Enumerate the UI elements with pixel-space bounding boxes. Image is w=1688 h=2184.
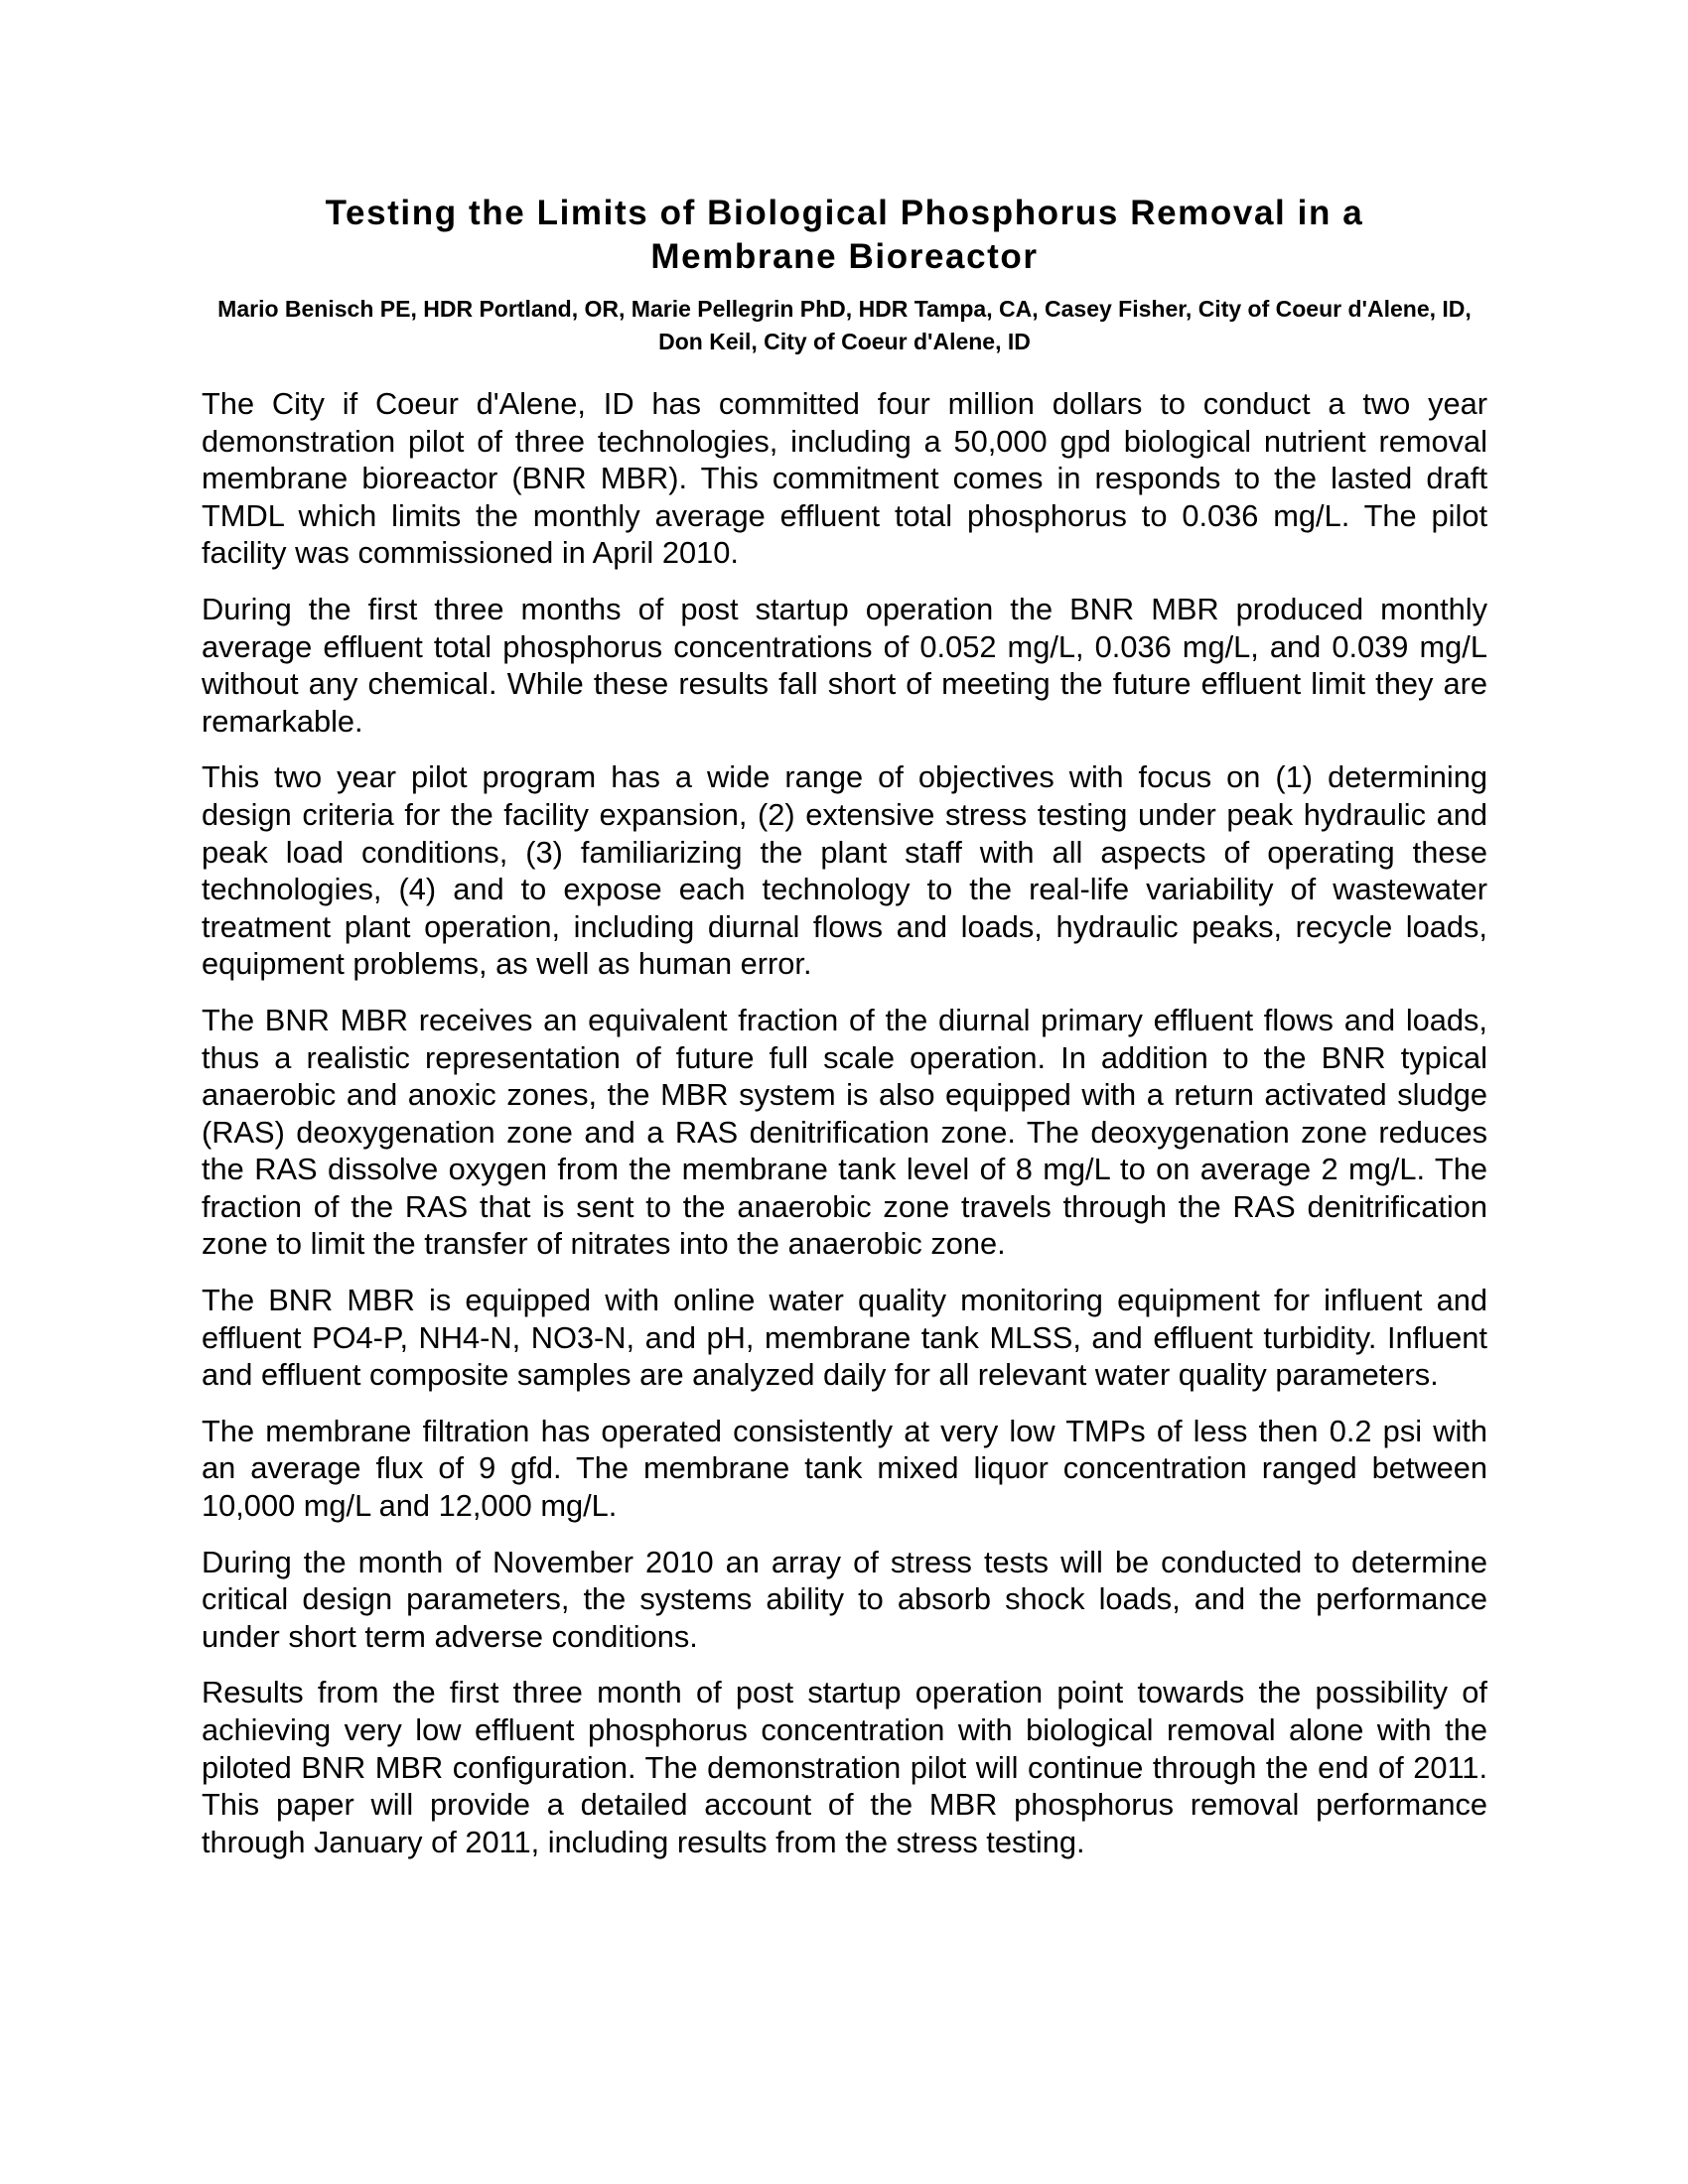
abstract-paragraph: The BNR MBR is equipped with online water quality monitoring equipment for influent and effluent PO4-P, NH4-N, NO3-N, and pH, membrane tank MLSS, and effluent turbidity. Influent and effluent composite samples are analyzed daily for all relevant water quality parameters. (202, 1283, 1487, 1393)
abstract-paragraph: This two year pilot program has a wide range of objectives with focus on (1) determining design criteria for the facility expansion, (2) extensive stress testing under peak hydraulic and peak load conditions, (3) familiarizing the plant staff with all aspects of operating these technologies, (4) and to expose each technology to the real-life variability of wastewater treatment plant operation, including diurnal flows and loads, hydraulic peaks, recycle loads, equipment problems, as well as human error. (202, 759, 1487, 982)
abstract-body (202, 385, 1487, 1860)
author-line-1: Mario Benisch PE, HDR Portland, OR, Marie Pellegrin PhD, HDR Tampa, CA, Casey Fisher, City of Coeur d'Alene, ID, (217, 296, 1472, 322)
abstract-paragraph: The City if Coeur d'Alene, ID has committed four million dollars to conduct a two year demonstration pilot of three technologies, including a 50,000 gpd biological nutrient removal membrane bioreactor (BNR MBR). This commitment comes in responds to the lasted draft TMDL which limits the monthly average effluent total phosphorus to 0.036 mg/L. The pilot facility was commissioned in April 2010. (202, 386, 1487, 571)
author-line (202, 293, 1487, 358)
abstract-paragraph: Results from the first three month of post startup operation point towards the possibility of achieving very low effluent phosphorus concentration with biological removal alone with the piloted BNR MBR configuration. The demonstration pilot will continue through the end of 2011. This paper will provide a detailed account of the MBR phosphorus removal performance through January of 2011, including results from the stress testing. (202, 1675, 1487, 1859)
paper-title-line-1: Testing the Limits of Biological Phosphorus Removal in a (325, 194, 1364, 232)
paper-title (202, 192, 1487, 279)
paper-title-line-2: Membrane Bioreactor (650, 237, 1039, 276)
abstract-paragraph: During the first three months of post startup operation the BNR MBR produced monthly average effluent total phosphorus concentrations of 0.052 mg/L, 0.036 mg/L, and 0.039 mg/L without any chemical. While these results fall short of meeting the future effluent limit they are remarkable. (202, 591, 1487, 739)
abstract-paragraph: During the month of November 2010 an array of stress tests will be conducted to determine critical design parameters, the systems ability to absorb shock loads, and the performance under short term adverse conditions. (202, 1544, 1487, 1654)
author-line-2: Don Keil, City of Coeur d'Alene, ID (658, 329, 1031, 354)
abstract-paragraph: The BNR MBR receives an equivalent fraction of the diurnal primary effluent flows and loads, thus a realistic representation of future full scale operation. In addition to the BNR typical anaerobic and anoxic zones, the MBR system is also equipped with a return activated sludge (RAS) deoxygenation zone and a RAS denitrification zone. The deoxygenation zone reduces the RAS dissolve oxygen from the membrane tank level of 8 mg/L to on average 2 mg/L. The fraction of the RAS that is sent to the anaerobic zone travels through the RAS denitrification zone to limit the transfer of nitrates into the anaerobic zone. (202, 1002, 1487, 1262)
abstract-paragraph: The membrane filtration has operated consistently at very low TMPs of less then 0.2 psi with an average flux of 9 gfd. The membrane tank mixed liquor concentration ranged between 10,000 mg/L and 12,000 mg/L. (202, 1413, 1487, 1524)
